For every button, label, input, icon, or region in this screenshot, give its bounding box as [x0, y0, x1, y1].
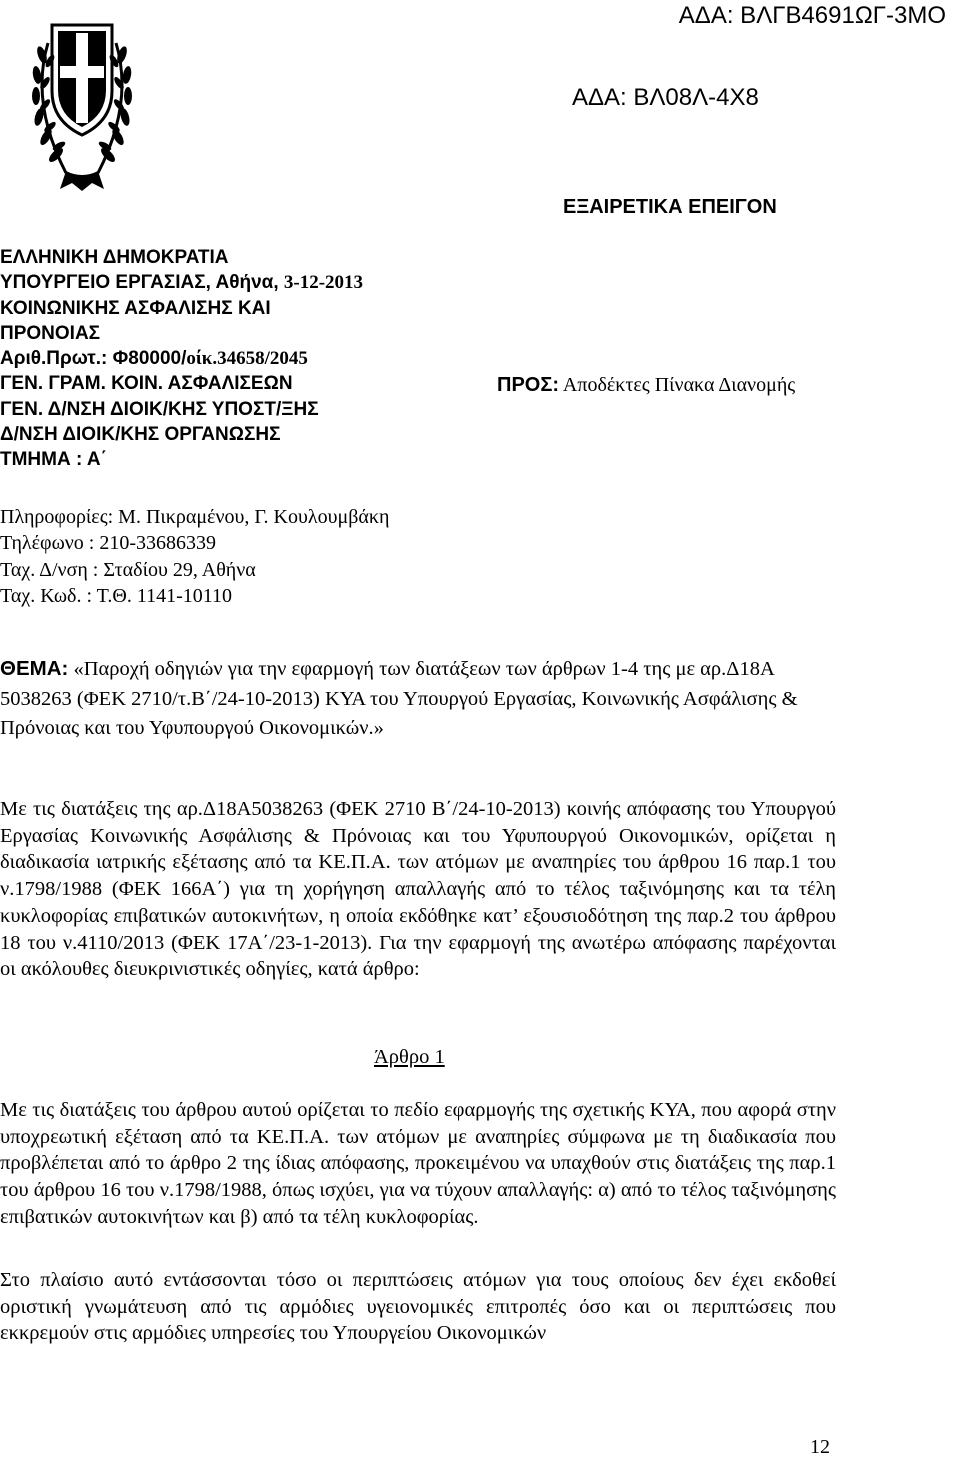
- protocol-number: [0, 346, 363, 371]
- sender-block: [0, 245, 363, 473]
- article-heading: Άρθρο 1: [374, 1046, 445, 1068]
- recipient: [497, 374, 795, 397]
- subject: [0, 654, 836, 744]
- contact-info: Πληροφορίες: Μ. Πικραμένου, Γ. Κουλουμβάκη: [0, 506, 390, 528]
- sender-line-7: ΓΕΝ. Δ/ΝΣΗ ΔΙΟΙΚ/ΚΗΣ ΥΠΟΣΤ/ΞΗΣ: [0, 398, 319, 420]
- contact-postcode: Ταχ. Κωδ. : Τ.Θ. 1141-10110: [0, 584, 233, 607]
- contact-block: [0, 504, 389, 609]
- sender-line-8: Δ/ΝΣΗ ΔΙΟΙΚ/ΚΗΣ ΟΡΓΑΝΩΣΗΣ: [0, 424, 281, 446]
- sender-line-4: ΠΡΟΝΟΙΑΣ: [0, 322, 101, 344]
- body-paragraph-3: Στο πλαίσιο αυτό εντάσσονται τόσο οι περιπτώσεις ατόμων για τους οποίους δεν έχει εκδοθεί οριστική γνωμάτευση από τις αρμόδιες υγειονομικές επιτροπές όσο και οι περιπτώσεις που εκκρεμούν στις αρμόδιες υπηρεσίες του Υπουργείου Οικονομικών: [0, 1269, 836, 1345]
- recipient-value: Αποδέκτες Πίνακα Διανομής: [559, 374, 796, 396]
- sender-line-2: [0, 270, 363, 295]
- protocol-value: οίκ.34658/2045: [186, 348, 308, 370]
- subject-text: «Παροχή οδηγιών για την εφαρμογή των διατάξεων των άρθρων 1-4 της με αρ.Δ18Α 5038263 (ΦΕΚ 2710/τ.Β΄/24-10-2013) ΚΥΑ του Υπουργού Εργασίας, Κοινωνικής Ασφάλισης & Πρόνοιας και του Υφυπουργού Οικονομικών.»: [0, 658, 798, 739]
- ada-primary: ΑΔΑ: ΒΛΓΒ4691ΩΓ-3ΜΟ: [678, 2, 946, 29]
- sender-line-6: ΓΕΝ. ΓΡΑΜ. ΚΟΙΝ. ΑΣΦΑΛΙΣΕΩΝ: [0, 373, 293, 395]
- sender-line-1: ΕΛΛΗΝΙΚΗ ΔΗΜΟΚΡΑΤΙΑ: [0, 247, 229, 268]
- contact-phone: Τηλέφωνο : 210-33686339: [0, 532, 216, 555]
- sender-line-9: ΤΜΗΜΑ : Α΄: [0, 449, 107, 471]
- body-paragraph-1: Με τις διατάξεις της αρ.Δ18Α5038263 (ΦΕΚ 2710 Β΄/24-10-2013) κοινής απόφασης του Υπουργού Εργασίας Κοινωνικής Ασφάλισης & Πρόνοιας και του Υφυπουργού Οικονομικών, ορίζεται η διαδικασία ιατρικής εξέτασης από τα ΚΕ.Π.Α. των ατόμων με αναπηρίες του άρθρου 16 παρ.1 του ν.1798/1988 (ΦΕΚ 166Α΄) για τη χορήγηση απαλλαγής από το τέλος ταξινόμησης και τα τέλη κυκλοφορίας επιβατικών αυτοκινήτων, η οποία εκδόθηκε κατ’ εξουσιοδότηση της παρ.2 του άρθρου 18 του ν.4110/2013 (ΦΕΚ 17Α΄/23-1-2013). Για την εφαρμογή της ανωτέρω απόφασης παρέχονται οι ακόλουθες διευκρινιστικές οδηγίες, κατά άρθρο:: [0, 798, 836, 981]
- sender-line-3: ΚΟΙΝΩΝΙΚΗΣ ΑΣΦΑΛΙΣΗΣ ΚΑΙ: [0, 297, 271, 319]
- contact-address: Ταχ. Δ/νση : Σταδίου 29, Αθήνα: [0, 558, 256, 581]
- urgency-label: ΕΞΑΙΡΕΤΙΚΑ ΕΠΕΙΓΟΝ: [563, 196, 777, 218]
- page-number: 12: [810, 1436, 830, 1458]
- body-paragraph-2: Με τις διατάξεις του άρθρου αυτού ορίζεται το πεδίο εφαρμογής της σχετικής ΚΥΑ, που αφορά στην υποχρεωτική εξέταση από τα ΚΕ.Π.Α. των ατόμων με αναπηρίες σύμφωνα με τη διαδικασία που προβλέπεται από το άρθρο 2 της ίδιας απόφασης, προκειμένου να υπαχθούν στις διατάξεις της παρ.1 του άρθρου 16 του ν.1798/1988, όπως ισχύει, για να τύχουν απαλλαγής: α) από το τέλος ταξινόμησης επιβατικών αυτοκινήτων και β) από τα τέλη κυκλοφορίας.: [0, 1099, 836, 1228]
- recipient-label: ΠΡΟΣ:: [497, 374, 560, 396]
- subject-label: ΘΕΜΑ:: [0, 657, 69, 680]
- protocol-prefix: Αριθ.Πρωτ.: Φ80000/: [0, 348, 187, 370]
- document-date: 3-12-2013: [283, 272, 364, 294]
- greek-coat-of-arms-icon: [22, 3, 142, 203]
- ada-secondary: ΑΔΑ: ΒΛ08Λ-4Χ8: [572, 84, 759, 111]
- ministry-place: ΥΠΟΥΡΓΕΙΟ ΕΡΓΑΣΙΑΣ, Αθήνα,: [0, 272, 284, 294]
